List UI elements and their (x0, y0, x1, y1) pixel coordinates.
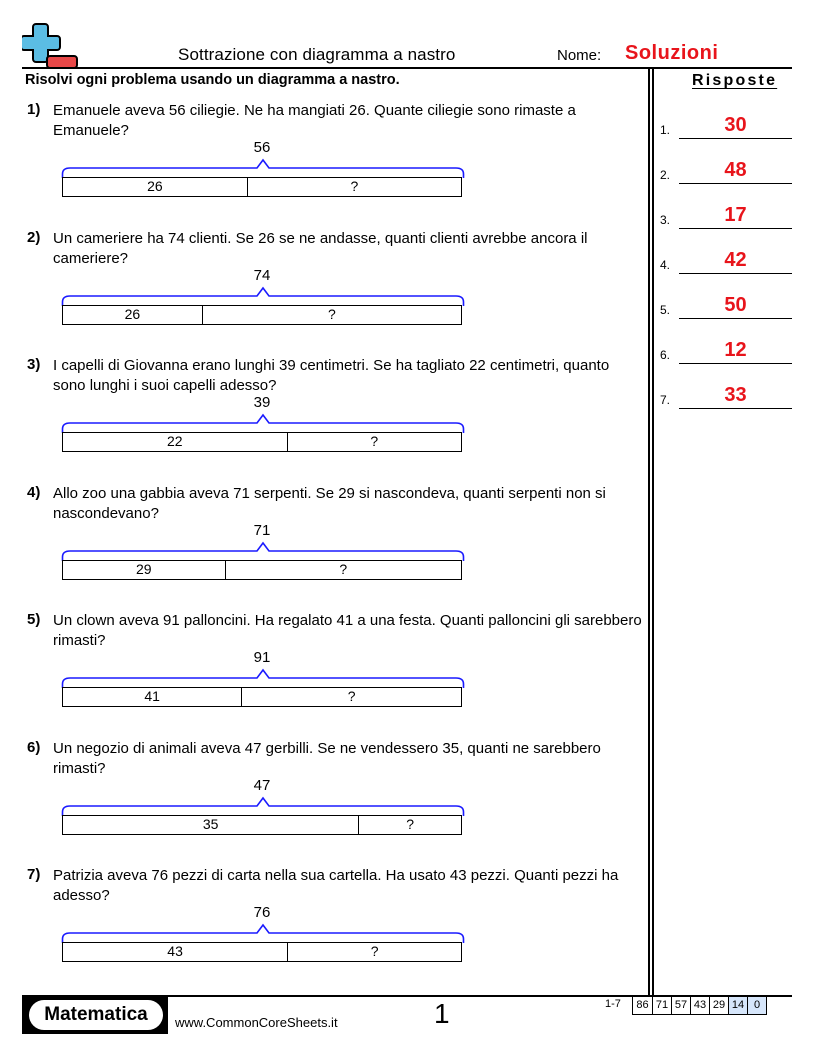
answer-row (660, 199, 794, 229)
score-cell: 71 (652, 997, 671, 1014)
brace-icon (61, 410, 465, 434)
problem-text: Un negozio di animali aveva 47 gerbilli. Se ne vendessero 35, quanti ne sarebbero rimasti? (53, 739, 601, 777)
answer-line (679, 408, 792, 410)
answer-line (679, 228, 792, 230)
website-link[interactable]: www.CommonCoreSheets.it (175, 1015, 338, 1030)
answer-value[interactable]: 42 (724, 249, 747, 271)
tape-segment-unknown: ? (347, 688, 356, 704)
answer-value[interactable]: 30 (724, 114, 747, 136)
answer-row (660, 154, 794, 184)
tape-total-label: 76 (253, 904, 271, 921)
answer-value[interactable]: 50 (724, 294, 747, 316)
score-range: 1-7 (605, 998, 621, 1010)
problem-7 (0, 866, 648, 994)
problem-text: Un cameriere ha 74 clienti. Se 26 se ne andasse, quanti clienti avrebbe ancora il cameriere? (53, 229, 588, 267)
tape-diagram (62, 432, 462, 452)
brace-icon (61, 793, 465, 817)
name-value: Soluzioni (625, 42, 719, 64)
answer-row (660, 379, 794, 409)
tape-diagram (62, 942, 462, 962)
answer-value[interactable]: 12 (724, 339, 747, 361)
tape-total-label: 71 (253, 521, 271, 539)
tape-segment-unknown: ? (406, 815, 415, 832)
tape-segment-unknown: ? (370, 943, 379, 959)
answer-value[interactable]: 17 (724, 204, 747, 226)
brace-icon (61, 920, 465, 944)
tape-segment-known: 43 (63, 943, 288, 961)
answer-row (660, 109, 794, 139)
tape-segment-known: 26 (63, 178, 248, 196)
brace-icon (61, 665, 465, 689)
answer-number: 3. (660, 213, 671, 227)
problem-number: 2) (27, 228, 41, 246)
answer-value[interactable]: 33 (724, 384, 747, 406)
problem-text: Allo zoo una gabbia aveva 71 serpenti. Se 29 si nascondeva, quanti serpenti non si nascondevano? (53, 484, 606, 522)
tape-segment-known: 22 (63, 433, 288, 451)
instructions: Risolvi ogni problema usando un diagramma a nastro. (25, 72, 400, 88)
tape-segment-known: 35 (63, 816, 359, 834)
answer-value[interactable]: 48 (724, 159, 747, 181)
problem-5 (0, 611, 648, 739)
problem-number: 3) (27, 356, 41, 373)
problem-2 (0, 229, 648, 357)
problem-text: Un clown aveva 91 palloncini. Ha regalato 41 a una festa. Quanti palloncini gli sarebbero rimasti? (53, 612, 642, 649)
score-cell: 0 (747, 997, 766, 1014)
problem-text: I capelli di Giovanna erano lunghi 39 centimetri. Se ha tagliato 22 centimetri, quanto sono lunghi i suoi capelli adesso? (53, 357, 610, 394)
tape-segment-unknown: ? (370, 433, 379, 449)
name-label: Nome: (557, 47, 602, 64)
tape-segment-unknown: ? (339, 560, 348, 577)
answer-number: 5. (660, 303, 671, 317)
score-cell: 43 (690, 997, 709, 1014)
tape-diagram (62, 560, 462, 580)
header-divider (22, 67, 792, 69)
tape-segment-known: 41 (63, 688, 242, 706)
tape-total-label: 39 (253, 394, 271, 411)
problem-number: 6) (27, 738, 41, 756)
score-table (632, 997, 767, 1015)
problem-4 (0, 484, 648, 612)
score-cell: 29 (709, 997, 728, 1014)
answer-number: 6. (660, 348, 671, 362)
answer-line (679, 363, 792, 365)
problem-number: 5) (27, 611, 41, 628)
answer-line (679, 318, 792, 320)
answer-row (660, 334, 794, 364)
tape-total-label: 74 (253, 266, 271, 284)
brace-icon (61, 538, 465, 562)
score-cell: 57 (671, 997, 690, 1014)
answer-number: 1. (660, 123, 671, 137)
tape-total-label: 47 (253, 776, 271, 794)
brace-icon (61, 283, 465, 307)
tape-segment-known: 26 (63, 306, 203, 324)
tape-segment-known: 29 (63, 561, 226, 579)
brand-label: Matematica (29, 1000, 163, 1030)
answer-row (660, 244, 794, 274)
score-cell: 14 (728, 997, 747, 1014)
problem-text: Patrizia aveva 76 pezzi di carta nella sua cartella. Ha usato 43 pezzi. Quanti pezzi ha adesso? (53, 867, 619, 904)
problem-number: 1) (27, 101, 41, 118)
answer-row (660, 289, 794, 319)
problem-3 (0, 356, 648, 484)
problem-text: Emanuele aveva 56 ciliegie. Ne ha mangiati 26. Quante ciliegie sono rimaste a Emanuele? (53, 102, 576, 139)
answer-number: 4. (660, 258, 671, 272)
answer-line (679, 273, 792, 275)
problem-number: 7) (27, 866, 41, 883)
answer-column-divider (652, 69, 654, 996)
brace-icon (61, 155, 465, 179)
tape-diagram (62, 305, 462, 325)
answer-column-divider (648, 69, 650, 996)
answer-number: 7. (660, 393, 671, 407)
tape-diagram (62, 177, 462, 197)
problem-number: 4) (27, 483, 41, 501)
page-number: 1 (434, 998, 450, 1029)
tape-segment-unknown: ? (328, 305, 336, 322)
plus-minus-logo-icon (22, 22, 80, 70)
tape-total-label: 91 (253, 649, 271, 666)
problem-6 (0, 739, 648, 867)
answer-number: 2. (660, 168, 671, 182)
tape-diagram (62, 815, 462, 835)
answer-line (679, 183, 792, 185)
problem-1 (0, 101, 648, 229)
tape-diagram (62, 687, 462, 707)
score-cell: 86 (636, 999, 649, 1011)
answers-title: Risposte (692, 72, 778, 89)
worksheet-title: Sottrazione con diagramma a nastro (178, 45, 456, 64)
tape-total-label: 56 (253, 139, 271, 156)
tape-segment-unknown: ? (350, 178, 359, 194)
answer-line (679, 138, 792, 140)
